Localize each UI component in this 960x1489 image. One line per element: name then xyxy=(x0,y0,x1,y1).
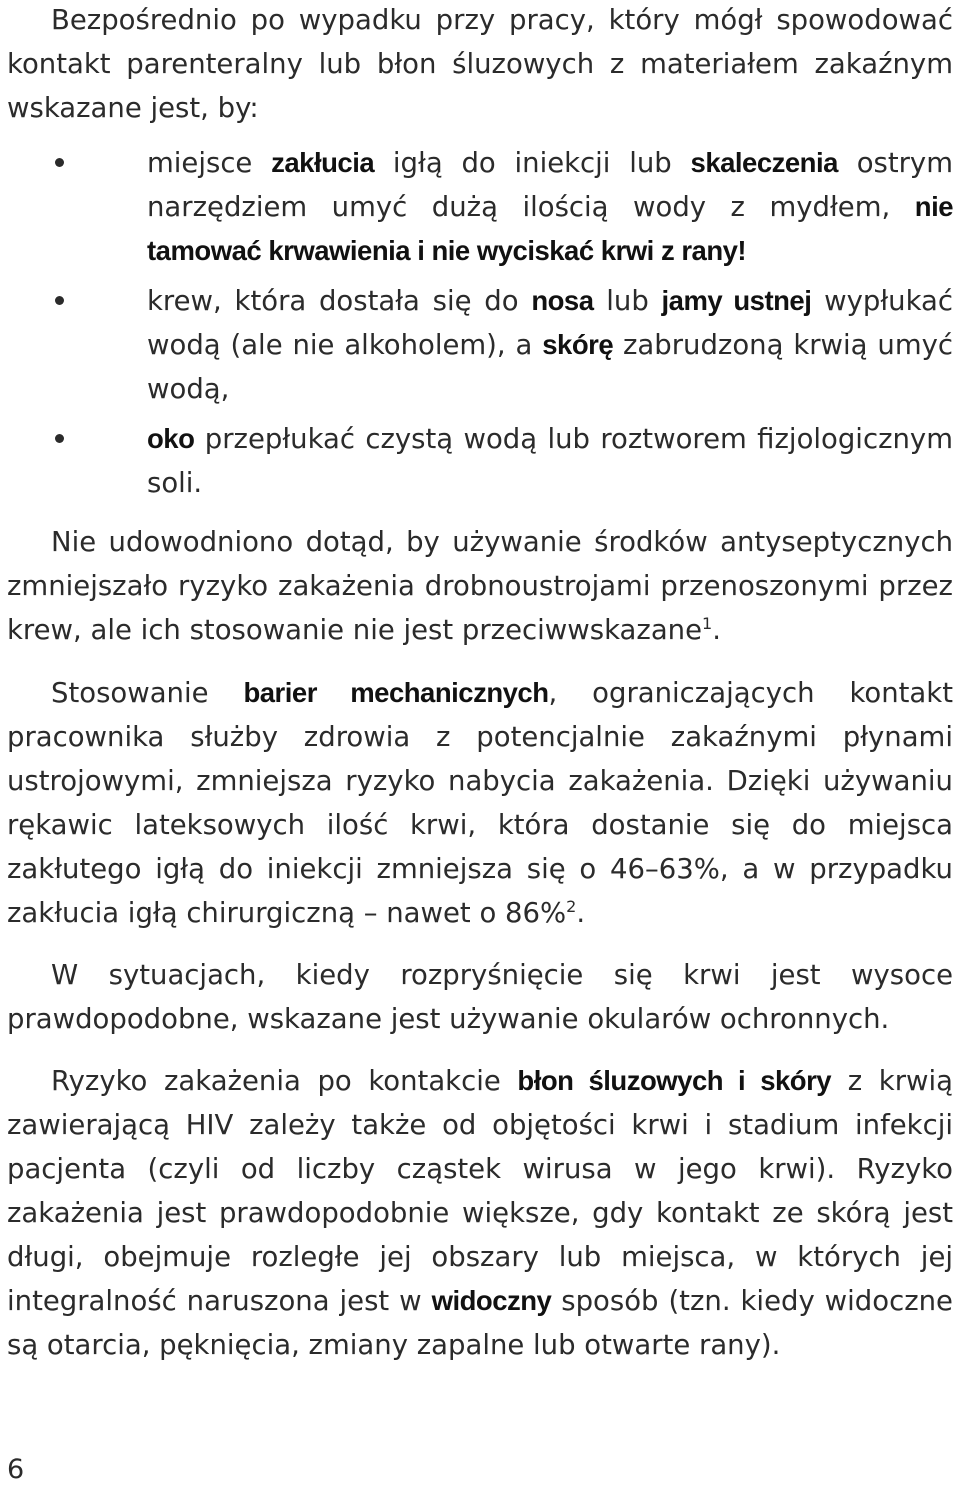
paragraph-emphasis: barier mechanicznych xyxy=(243,677,549,708)
paragraph-end: . xyxy=(576,897,586,929)
paragraph-emphasis: błon śluzowych i skóry xyxy=(517,1065,832,1096)
paragraph-text: Ryzyko zakażenia po kontakcie xyxy=(51,1065,518,1097)
intro-text: Bezpośrednio po wypadku przy pracy, który mógł spowodować kontakt parenteralny lub błon śluzowych z materiałem zakaźnym wskazane jest, by: xyxy=(7,4,953,124)
footnote-marker: 1 xyxy=(702,614,713,633)
instruction-list xyxy=(7,141,953,505)
item-emphasis: skaleczenia xyxy=(690,147,838,178)
paragraph-text: z krwią zawierającą HIV zależy także od objętości krwi i stadium infekcji pacjenta (czyli od liczby cząstek wirusa w jego krwi). Ryzyko zakażenia jest prawdopodobnie większe, gdy kontakt ze skórą jest długi, obejmuje rozległe jej obszary lub miejsca, w których jej integralność naruszona jest w xyxy=(7,1065,953,1317)
paragraph-text: , ograniczających kontakt pracownika służby zdrowia z potencjalnie zakaźnymi płynami ustrojowymi, zmniejsza ryzyko nabycia zakażenia. Dzięki używaniu rękawic lateksowych ilość krwi, która dostanie się do miejsca zakłutego igłą do iniekcji zmniejsza się o 46–63%, a w przypadku zakłucia igłą chirurgiczną – nawet o 86% xyxy=(7,677,953,929)
item-text: krew, która dostała się do xyxy=(147,285,532,317)
paragraph-text: W sytuacjach, kiedy rozpryśnięcie się krwi jest wysoce prawdopodobne, wskazane jest używanie okularów ochronnych. xyxy=(7,959,953,1035)
list-item xyxy=(147,279,953,411)
item-emphasis: zakłucia xyxy=(271,147,375,178)
document-page xyxy=(7,0,953,1367)
item-emphasis: oko xyxy=(147,423,195,454)
page-number: 6 xyxy=(7,1454,25,1485)
item-text: igłą do iniekcji lub xyxy=(374,147,691,179)
item-emphasis: skórę xyxy=(542,329,614,360)
item-text: lub xyxy=(593,285,662,317)
item-emphasis: nie tamować krwawienia i nie wyciskać krwi z rany! xyxy=(147,191,953,266)
item-text: zabrudzoną krwią umyć wodą, xyxy=(147,329,953,405)
item-text: miejsce xyxy=(147,147,272,179)
paragraph-text: sposób (tzn. kiedy widoczne są otarcia, pęknięcia, zmiany zapalne lub otwarte rany). xyxy=(7,1285,953,1361)
item-text: wypłukać wodą (ale nie alkoholem), a xyxy=(147,285,953,361)
intro-paragraph xyxy=(7,0,953,130)
antiseptics-paragraph xyxy=(7,520,953,652)
paragraph-text: Stosowanie xyxy=(51,677,244,709)
bullet-dot-icon xyxy=(55,434,64,443)
footnote-marker: 2 xyxy=(566,897,577,916)
item-text: ostrym narzędziem umyć dużą ilością wody z mydłem, xyxy=(147,147,953,223)
item-emphasis: jamy ustnej xyxy=(661,285,812,316)
paragraph-text: Nie udowodniono dotąd, by używanie środków antyseptycznych zmniejszało ryzyko zakażenia drobnoustrojami przenoszonymi przez krew, ale ich stosowanie nie jest przeciwwskazane xyxy=(7,526,953,646)
bullet-dot-icon xyxy=(55,158,64,167)
list-item xyxy=(147,141,953,273)
barriers-paragraph xyxy=(7,671,953,935)
paragraph-emphasis: widoczny xyxy=(431,1285,552,1316)
bullet-dot-icon xyxy=(55,296,64,305)
mucosa-paragraph xyxy=(7,1059,953,1367)
list-item xyxy=(147,417,953,505)
item-emphasis: nosa xyxy=(531,285,594,316)
paragraph-end: . xyxy=(712,614,721,646)
goggles-paragraph xyxy=(7,953,953,1041)
item-text: przepłukać czystą wodą lub roztworem fizjologicznym soli. xyxy=(147,423,953,499)
